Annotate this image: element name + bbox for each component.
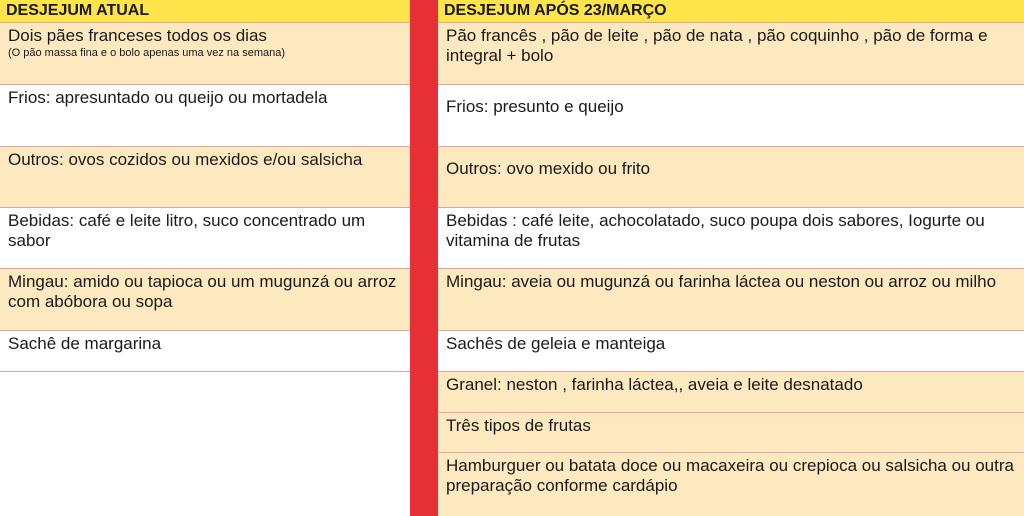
left-row-sachet-text: Sachê de margarina (8, 334, 162, 353)
right-row-fruits (438, 412, 1024, 452)
left-row-others-text: Outros: ovos cozidos ou mexidos e/ou salsicha (8, 150, 363, 169)
right-row-bulk (438, 371, 1024, 412)
right-row-sachets-text: Sachês de geleia e manteiga (446, 334, 666, 353)
right-row-fruits-text: Três tipos de frutas (446, 416, 591, 435)
left-row-cold-cuts-text: Frios: apresuntado ou queijo ou mortadela (8, 88, 328, 107)
right-row-cold-cuts-text: Frios: presunto e queijo (446, 97, 624, 116)
left-row-bread-note: (O pão massa fina e o bolo apenas uma vez na semana) (8, 47, 285, 59)
right-row-main-text: Hamburguer ou batata doce ou macaxeira ou crepioca ou salsicha ou outra preparação conforme cardápio (446, 456, 1014, 495)
new-breakfast-header: DESJEJUM APÓS 23/MARÇO (438, 0, 1024, 22)
right-row-cold-cuts (438, 84, 1024, 146)
right-row-sachets (438, 330, 1024, 371)
right-row-drinks-text: Bebidas : café leite, achocolatado, suco poupa dois sabores, Iogurte ou vitamina de frutas (446, 211, 985, 250)
left-row-bread-text: Dois pães franceses todos os dias (8, 26, 267, 45)
right-row-drinks (438, 207, 1024, 268)
left-row-porridge-text: Mingau: amido ou tapioca ou um mugunzá ou arroz com abóbora ou sopa (8, 272, 397, 311)
left-row-sachet (0, 330, 410, 371)
left-row-bread (0, 22, 410, 84)
right-row-bread (438, 22, 1024, 84)
left-row-drinks-text: Bebidas: café e leite litro, suco concentrado um sabor (8, 211, 366, 250)
left-row-drinks (0, 207, 410, 268)
right-row-main (438, 452, 1024, 516)
right-row-bread-text: Pão francês , pão de leite , pão de nata , pão coquinho , pão de forma e integral + bolo (446, 26, 988, 65)
right-row-porridge (438, 268, 1024, 330)
left-row-others (0, 146, 410, 207)
right-row-others (438, 146, 1024, 207)
left-row-empty (0, 371, 410, 516)
left-row-cold-cuts (0, 84, 410, 146)
current-breakfast-header: DESJEJUM ATUAL (0, 0, 410, 22)
right-row-bulk-text: Granel: neston , farinha láctea,, aveia e leite desnatado (446, 375, 863, 394)
left-row-porridge (0, 268, 410, 330)
right-row-others-text: Outros: ovo mexido ou frito (446, 159, 651, 178)
right-row-porridge-text: Mingau: aveia ou mugunzá ou farinha láctea ou neston ou arroz ou milho (446, 272, 997, 291)
